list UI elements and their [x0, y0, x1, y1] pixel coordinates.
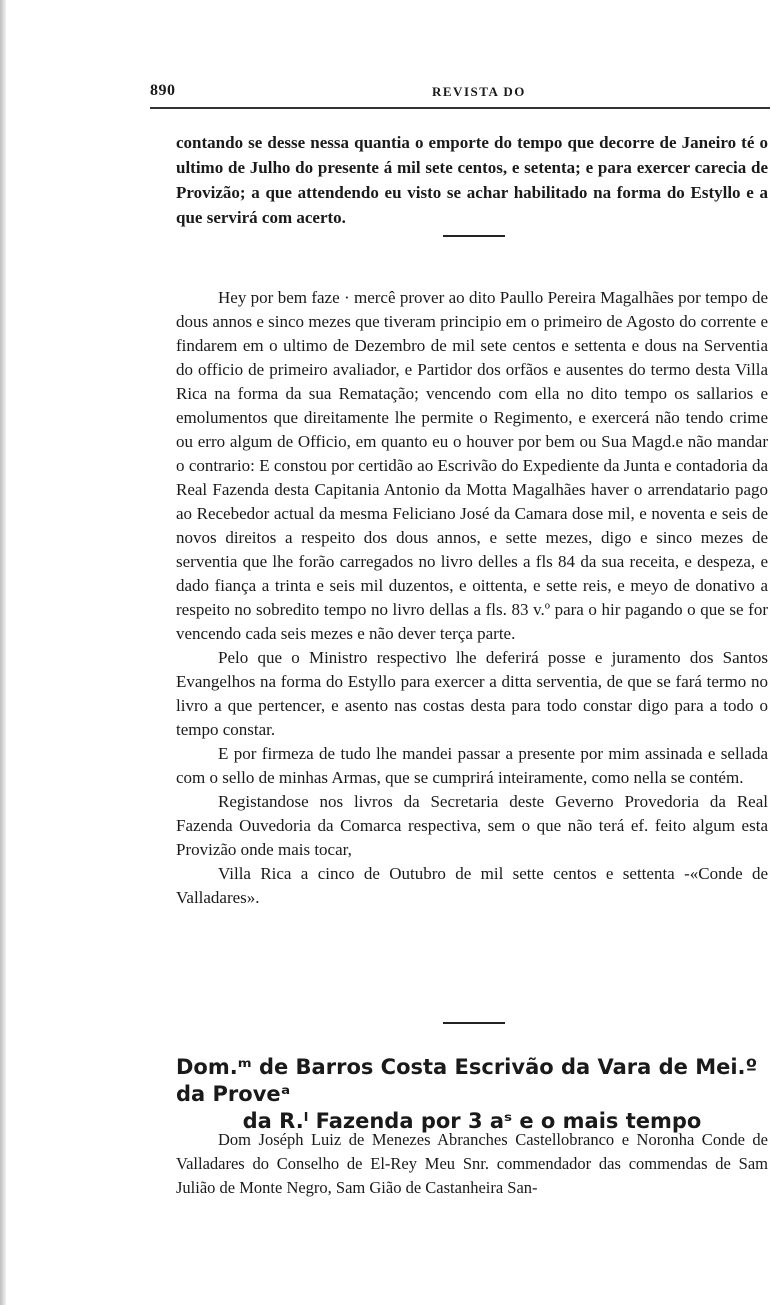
section-title-line: da R.ˡ Fazenda por 3 aˢ e o mais tempo	[242, 1109, 702, 1133]
closing-paragraph: Dom Joséph Luiz de Menezes Abranches Castellobranco e Noronha Conde de Valladares do Conselho de El-Rey Meu Snr. commendador das commendas de Sam Julião de Monte Negro, Sam Gião de Castanheira San-	[176, 1130, 768, 1197]
body-paragraph: Registandose nos livros da Secretaria deste Geverno Provedoria da Real Fazenda Ouvedoria da Comarca respectiva, sem o que não terá ef. feito algum esta Provizão onde mais tocar,	[176, 792, 768, 859]
header-rule	[150, 107, 770, 109]
body-paragraph: Pelo que o Ministro respectivo lhe deferirá posse e juramento dos Santos Evangelhos na forma do Estyllo para exercer a ditta serventia, de que se fará termo no livro a que pertencer, e asento nas costas desta para todo constar digo para a todo o tempo constar.	[176, 648, 768, 739]
body-paragraph: Villa Rica a cinco de Outubro de mil sette centos e settenta -«Conde de Valladares».	[176, 864, 768, 907]
body-text	[176, 286, 768, 910]
section-divider	[443, 235, 505, 237]
closing-paragraph-block	[176, 1128, 768, 1200]
page-number: 890	[150, 82, 176, 99]
body-paragraph: Hey por bem faze · mercê prover ao dito Paullo Pereira Magalhães por tempo de dous annos e sinco mezes que tiveram principio em o primeiro de Agosto do corrente e findarem em o ultimo de Dezembro de mil sete centos e settenta e dous na Serventia do officio de primeiro avaliador, e Partidor dos orfãos e ausentes do termo desta Villa Rica na forma da sua Rematação; vencendo com ella no dito tempo os sallarios e emolumentos que direitamente lhe permite o Regimento, e exercerá não tendo crime ou erro algum de Officio, em quanto eu o houver por bem ou Sua Magd.e não mandar o contrario: E constou por certidão ao Escrivão do Expediente da Junta e contadoria da Real Fazenda desta Capitania Antonio da Motta Magalhães haver o arrendatario pago ao Recebedor actual da mesma Feliciano José da Camara dose mil, e noventa e seis de novos direitos a respeito dos dous annos, e sette mezes, digo e sinco mezes de serventia que lhe forão carregados no livro delles a fls 84 da sua receita, e despeza, e dado fiança a trinta e seis mil duzentos, e oittenta, e sette reis, e meyo de donativo a respeito no sobredito tempo no livro dellas a fls. 83 v.º para o hir pagando o que se for vencendo cada seis mezes e não dever terça parte.	[176, 288, 768, 643]
section-title-line: Dom.ᵐ de Barros Costa Escrivão da Vara de Mei.º da Proveᵃ	[176, 1055, 758, 1106]
scan-edge-shadow	[0, 0, 6, 1305]
running-head: REVISTA DO	[432, 84, 526, 99]
opening-paragraph-block	[176, 130, 768, 230]
section-divider	[443, 1022, 505, 1024]
body-paragraph: E por firmeza de tudo lhe mandei passar a presente por mim assinada e sellada com o sello de minhas Armas, que se cumprirá inteiramente, como nella se contém.	[176, 744, 768, 787]
opening-paragraph: contando se desse nessa quantia o emporte do tempo que decorre de Janeiro té o ultimo de Julho do presente á mil sete centos, e setenta; e para exercer carecia de Provizão; a que attendendo eu visto se achar habilitado na forma do Estyllo e a que servirá com acerto.	[176, 133, 768, 227]
section-title	[176, 1054, 768, 1135]
